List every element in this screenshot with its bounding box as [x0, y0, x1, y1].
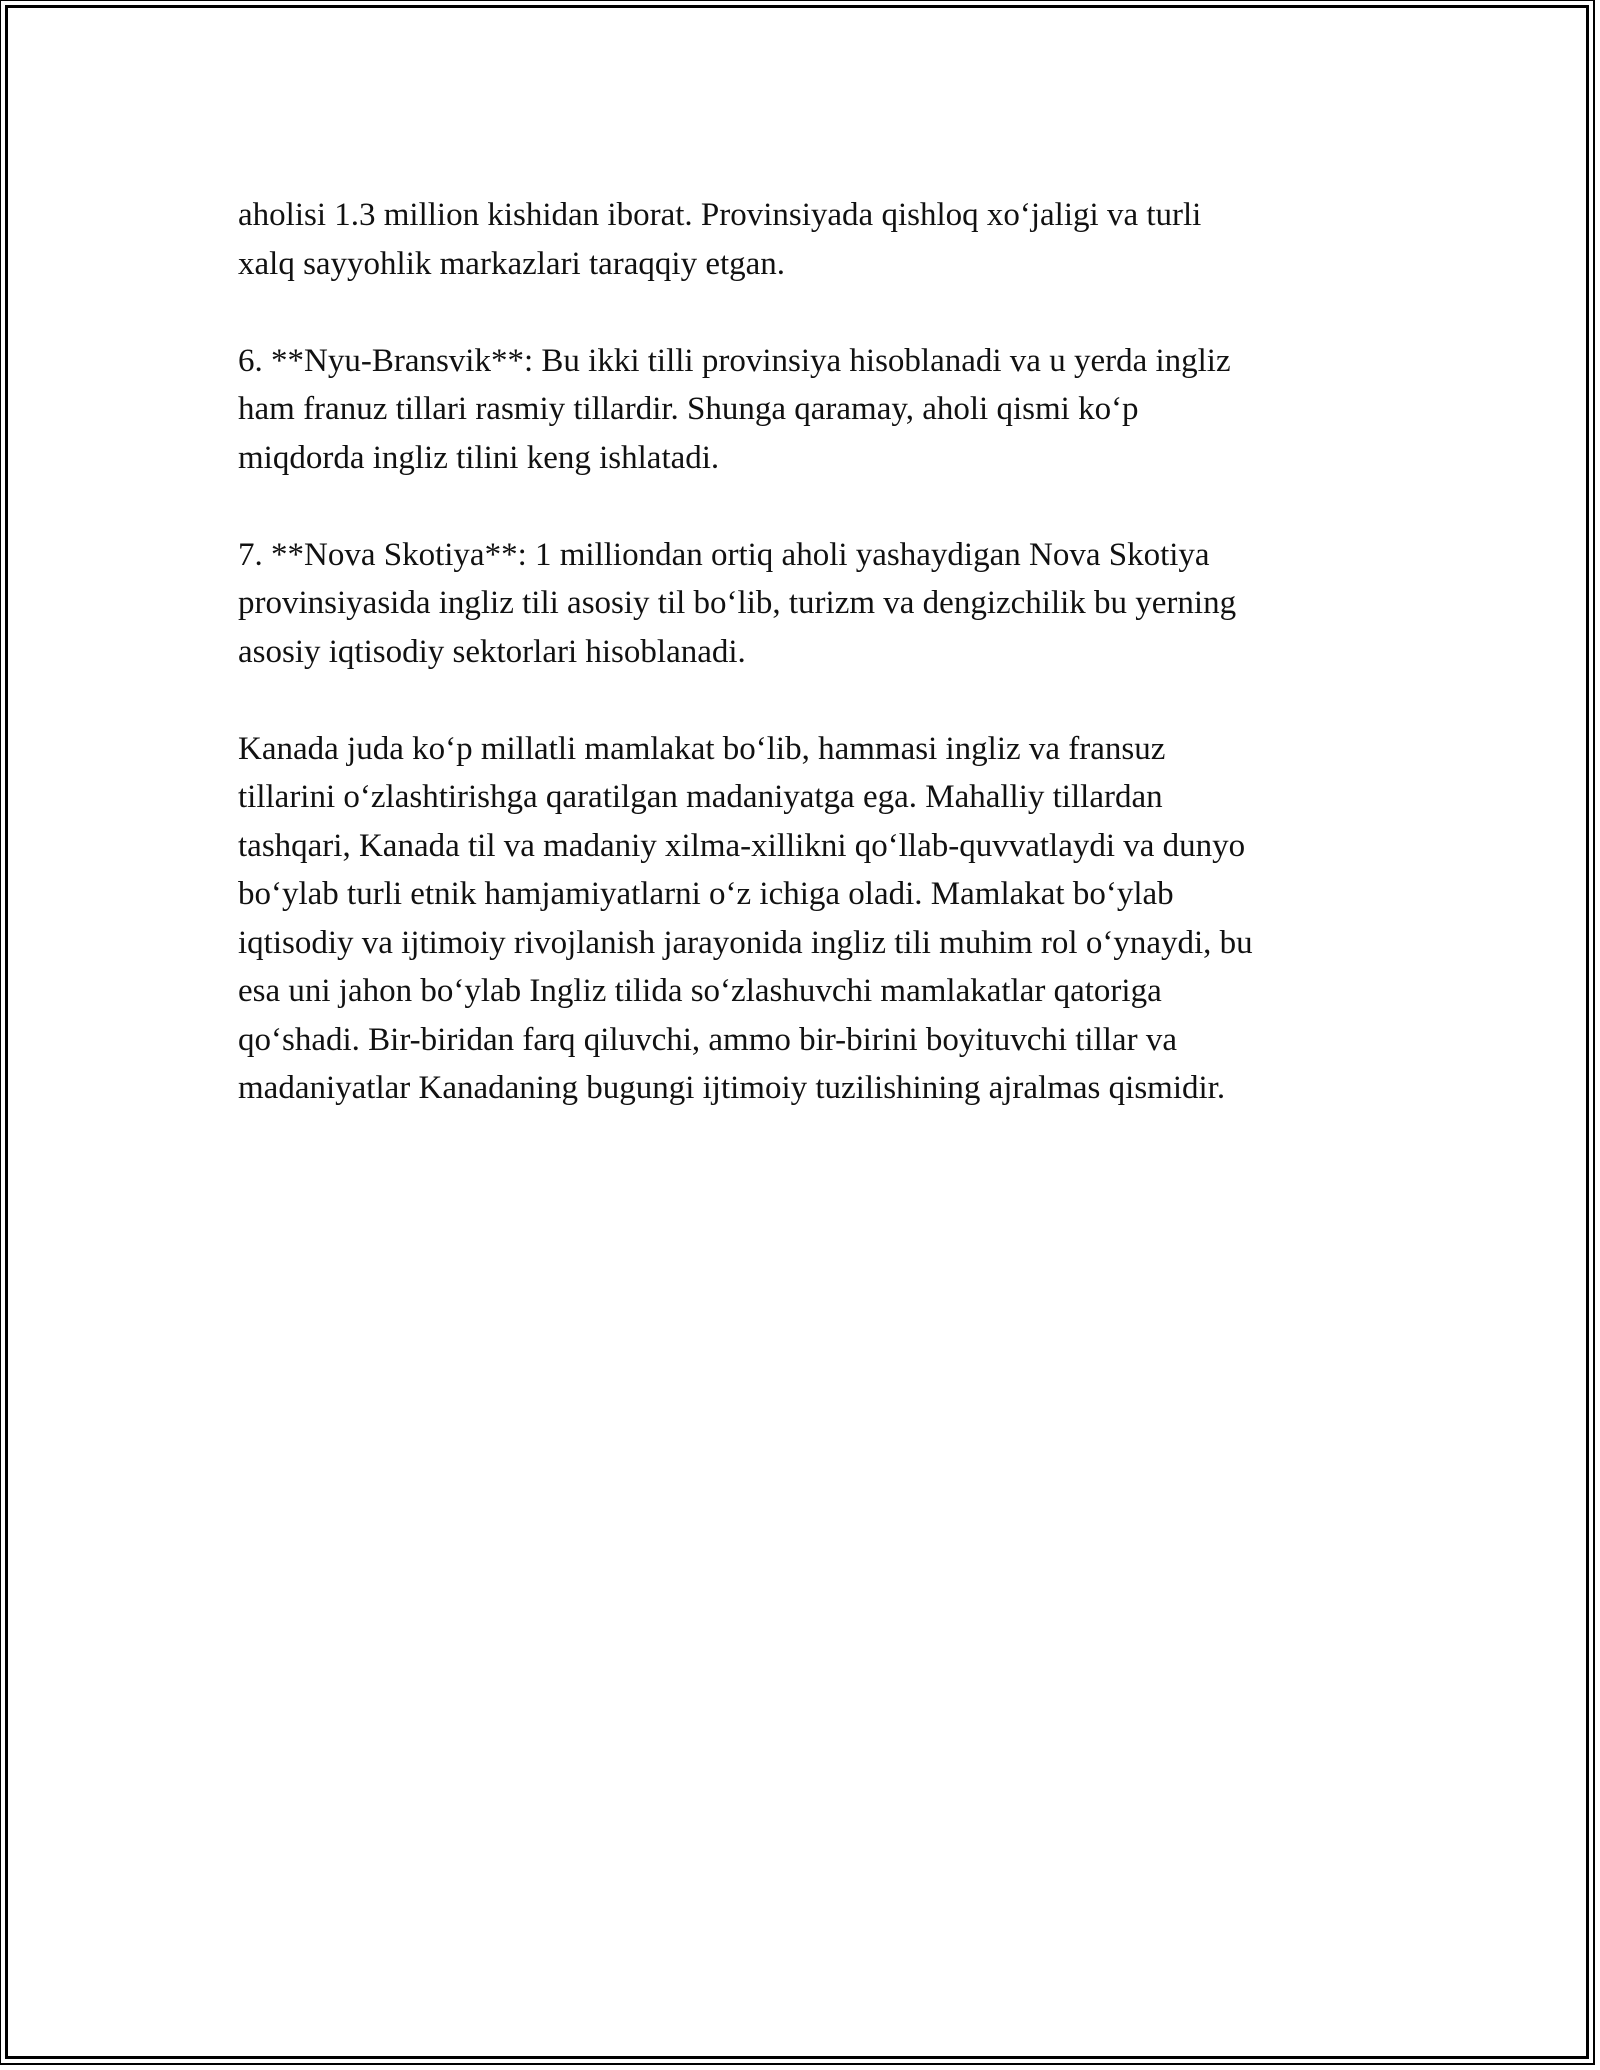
- paragraph-nova-scotia: 7. **Nova Skotiya**: 1 milliondan ortiq aholi yashaydigan Nova Skotiya provinsiyasida ingliz tili asosiy til bo‘lib, turizm va dengizchilik bu yerning asosiy iqtisodiy sektorlari hisoblanadi.: [238, 536, 1237, 670]
- page-border: [5, 5, 1589, 2059]
- paragraph-canada-summary: Kanada juda ko‘p millatli mamlakat bo‘lib, hammasi ingliz va fransuz tillarini o‘zlashtirishga qaratilgan madaniyatga ega. Mahalliy tillardan tashqari, Kanada til va madaniy xilma-xillikni qo‘llab-quvvatlaydi va dunyo bo‘ylab turli etnik hamjamiyatlarni o‘z ichiga oladi. Mamlakat bo‘ylab iqtisodiy va ijtimoiy rivojlanish jarayonida ingliz tili muhim rol o‘ynaydi, bu esa uni jahon bo‘ylab Ingliz tilida so‘zlashuvchi mamlakatlar qatoriga qo‘shadi. Bir-biridan farq qiluvchi, ammo bir-birini boyituvchi tillar va madaniyatlar Kanadaning bugungi ijtimoiy tuzilishining ajralmas qismidir.: [238, 730, 1253, 1106]
- paragraph-population-agriculture: aholisi 1.3 million kishidan iborat. Provinsiyada qishloq xo‘jaligi va turli xalq sayyohlik markazlari taraqqiy etgan.: [238, 197, 1202, 282]
- document-body: [238, 191, 1378, 1113]
- paragraph-new-brunswick: 6. **Nyu-Bransvik**: Bu ikki tilli provinsiya hisoblanadi va u yerda ingliz ham franuz tillari rasmiy tillardir. Shunga qaramay, aholi qismi ko‘p miqdorda ingliz tilini keng ishlatadi.: [238, 342, 1231, 476]
